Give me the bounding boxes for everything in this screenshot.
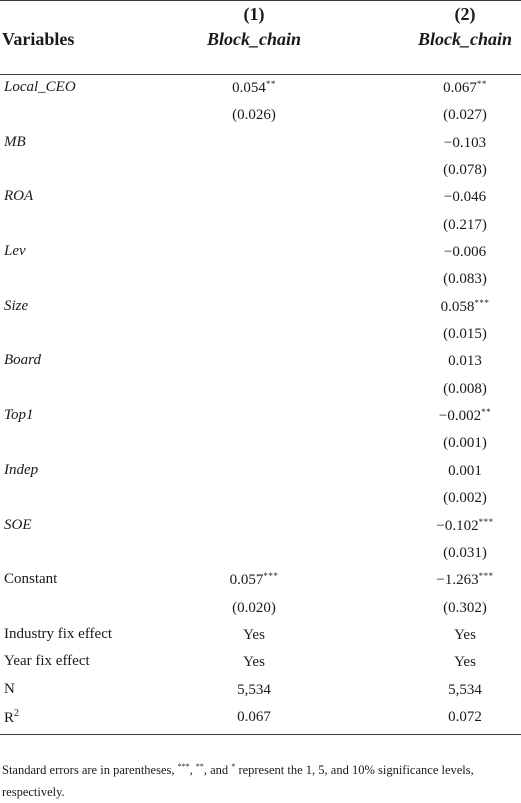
col1-cell-value: 5,534 [237,681,271,698]
col1-cell-value: 0.067 [237,708,271,725]
col2-cell-value: Yes [454,654,476,671]
row-label-text: Size [4,297,29,314]
col1-cell-value: Yes [243,626,265,643]
row-label-text: Lev [4,243,26,260]
row-label [4,708,19,727]
footnote-text: , [189,763,196,777]
row-label-text: MB [4,133,26,150]
row-label [4,653,90,670]
col1-cell-stars: ** [265,79,276,89]
table-row [0,294,521,321]
col2-cell-value: (0.001) [443,435,487,452]
col1-cell-value: 0.054 [232,80,266,96]
col2-cell-value: −0.102 [436,517,479,534]
col2-cell [405,517,521,535]
table-row [0,130,521,157]
col2-cell [405,298,521,316]
bottom-rule [0,734,521,735]
col1-cell-value: (0.020) [232,599,276,616]
col1-cell-value: (0.026) [232,107,276,124]
col2-cell [405,134,521,152]
table-body [0,75,521,731]
col2-cell [405,462,521,480]
col1-number: (1) [243,4,265,24]
col2-cell [405,352,521,370]
table-row [0,157,521,184]
row-label [4,571,57,588]
table-row [0,704,521,731]
col2-cell-value: −0.002 [438,408,482,425]
row-label [4,243,26,260]
col2-cell-stars: *** [478,516,494,527]
row-label [4,352,41,369]
row-label [4,462,38,479]
col2-cell-value: 0.058 [440,298,475,315]
col2-cell-value: 0.001 [448,462,482,479]
col1-cell [194,681,314,699]
row-label-text: SOE [4,516,32,533]
table-row [0,513,521,540]
col2-cell [405,571,521,589]
row-label [4,407,33,424]
col2-cell-stars: *** [474,297,490,308]
col2-cell [405,106,521,124]
row-label [4,188,33,205]
col2-cell-stars: *** [478,571,494,582]
table-row [0,567,521,594]
col2-cell-value: (0.217) [443,216,487,233]
col1-cell [194,599,314,617]
col2-cell-stars: ** [476,79,487,89]
row-label-text: ROA [4,188,34,205]
table-row [0,485,521,512]
col2-cell [405,544,521,562]
row-label-text: Board [4,352,41,369]
top-rule [0,0,521,1]
col2-cell-value: (0.031) [443,544,487,561]
col1-cell [194,626,314,644]
col2-cell-value: (0.027) [443,107,487,124]
col2-cell-value: Yes [454,626,476,643]
table-row [0,75,521,102]
col1-cell-value: 0.057 [229,572,264,589]
table-row [0,595,521,622]
row-label [4,517,32,534]
row-label-text: Top1 [4,407,34,424]
col2-cell [405,434,521,452]
row-label-text: R [4,709,15,726]
col2-cell [405,489,521,507]
col2-cell [405,325,521,343]
table-row [0,677,521,704]
col1-cell [194,571,314,589]
footnote-star2: ** [195,762,204,771]
col2-cell [405,626,521,644]
table-row [0,430,521,457]
col2-cell-value: (0.008) [443,380,487,397]
col2-cell-value: (0.015) [443,326,487,343]
col2-cell-value: (0.302) [443,599,487,616]
row-label-superscript: 2 [14,707,20,719]
row-label [4,626,112,643]
col2-cell-value: 5,534 [448,681,482,698]
table-row [0,540,521,567]
col2-cell-value: (0.083) [443,271,487,288]
table-row [0,102,521,129]
col1-cell-stars: *** [263,571,279,582]
row-label-text: Year fix effect [4,653,90,670]
col1-dependent-variable: Block_chain [206,29,301,49]
row-label-text: N [4,680,15,697]
col2-cell [405,708,521,726]
row-label-text: Constant [4,571,58,588]
table-row [0,649,521,676]
table-row [0,622,521,649]
col2-cell [405,243,521,261]
table-row [0,212,521,239]
footnote-text: represent the 1, 5, and 10% significance levels, respectively. [2,763,474,799]
col2-cell-value: (0.002) [443,490,487,507]
col2-dependent-variable: Block_chain [417,29,512,49]
col1-cell [194,106,314,124]
col2-cell-stars: ** [481,407,492,418]
col2-cell [405,188,521,206]
col2-cell [405,681,521,699]
table-row [0,458,521,485]
table-row [0,348,521,375]
footnote-text: Standard errors are in parentheses, [2,763,178,777]
col2-cell [405,216,521,234]
table-row [0,376,521,403]
col1-cell [194,708,314,726]
col2-cell-value: 0.013 [448,353,482,370]
row-label [4,134,26,151]
footnote-star1: * [231,762,236,771]
table-row [0,266,521,293]
col2-cell-value: 0.067 [443,80,477,96]
col2-cell-value: −0.103 [443,134,487,151]
table-row [0,321,521,348]
row-label [4,79,76,96]
row-label-text: Industry fix effect [4,625,113,642]
table-row [0,184,521,211]
col2-cell-value: −0.006 [443,244,487,261]
table-row [0,403,521,430]
col2-cell [405,161,521,179]
row-label [4,681,15,698]
row-label-text: Indep [4,461,39,478]
col2-number: (2) [454,4,476,24]
col2-cell [405,380,521,398]
col1-cell [194,79,314,97]
variables-header: Variables [2,29,75,49]
col2-cell-value: −0.046 [443,189,487,206]
footnote-star3: *** [177,762,190,771]
row-label [4,298,28,315]
table-row [0,239,521,266]
col2-cell-value: (0.078) [443,162,487,179]
row-label-text: Local_CEO [4,79,76,95]
col2-cell [405,270,521,288]
col2-cell [405,407,521,425]
col2-cell-value: 0.072 [448,708,482,725]
col2-cell-value: −1.263 [436,572,479,589]
footnote-text: , and [203,763,232,777]
col2-cell [405,653,521,671]
col1-cell [194,653,314,671]
col2-cell [405,599,521,617]
col2-cell [405,79,521,97]
col1-cell-value: Yes [243,654,265,671]
